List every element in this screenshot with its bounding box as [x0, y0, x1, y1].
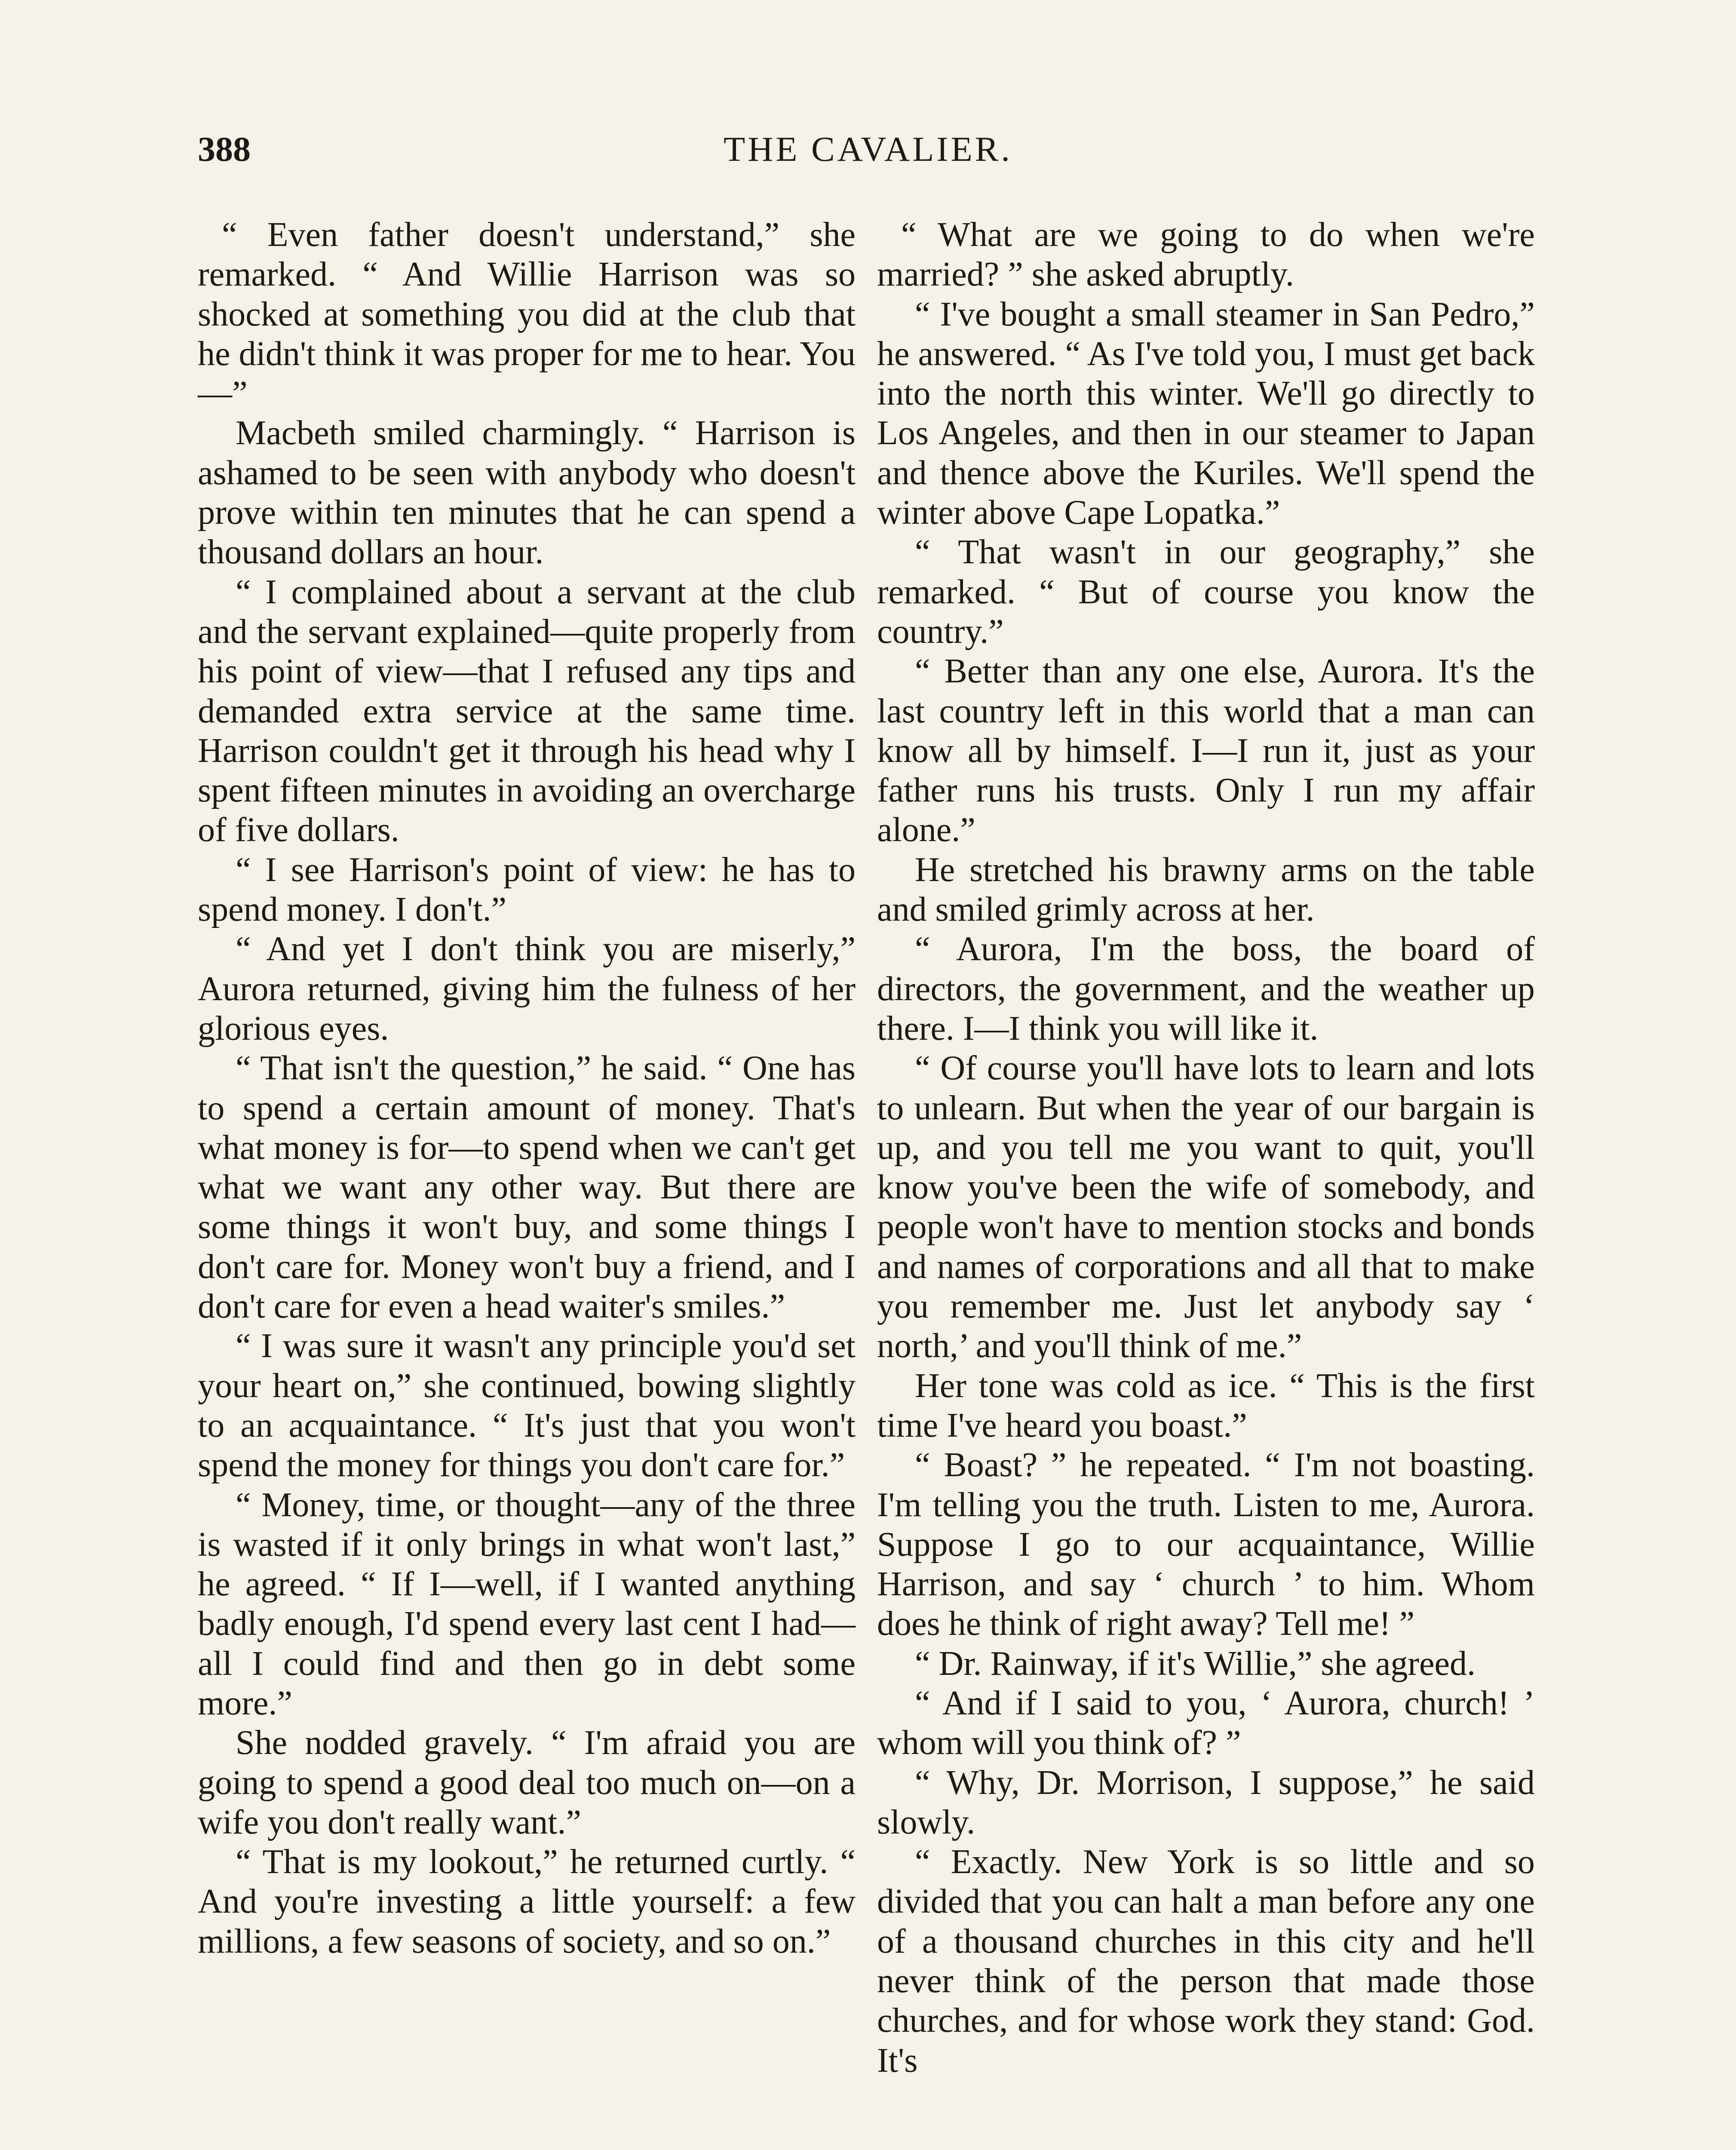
paragraph: “ Exactly. New York is so little and so divided that you can halt a man before any one of a thousand churches in this city and he'll never think of the person that made those churches, and for whose work they stand: God. It's	[877, 1843, 1535, 2079]
paragraph: “ Aurora, I'm the boss, the board of directors, the government, and the weather up there. I—I think you will like it.	[877, 930, 1535, 1047]
paragraph: “ I've bought a small steamer in San Pedro,” he answered. “ As I've told you, I must get back into the north this winter. We'll go directly to Los Angeles, and then in our steamer to Japan and thence above the Kuriles. We'll spend the winter above Cape Lopatka.”	[877, 295, 1535, 532]
running-head: THE CAVALIER.	[724, 129, 1012, 169]
left-column	[198, 215, 856, 1961]
right-column	[877, 215, 1535, 2080]
paragraph: “ I was sure it wasn't any principle you'd set your heart on,” she continued, bowing slightly to an acquaintance. “ It's just that you won't spend the money for things you don't care for.”	[198, 1327, 856, 1484]
paragraph: “ What are we going to do when we're married? ” she asked abruptly.	[877, 216, 1535, 294]
paragraph: “ I complained about a servant at the club and the servant explained—quite properly from his point of view—that I refused any tips and demanded extra service at the same time. Harrison couldn't get it through his head why I spent fifteen minutes in avoiding an overcharge of five dollars.	[198, 573, 856, 849]
paragraph: “ Why, Dr. Morrison, I suppose,” he said slowly.	[877, 1763, 1535, 1841]
paragraph: “ Money, time, or thought—any of the three is wasted if it only brings in what won't last,” he agreed. “ If I—well, if I wanted anything badly enough, I'd spend every last cent I had—all I could find and then go in debt some more.”	[198, 1486, 856, 1722]
paragraph: “ That is my lookout,” he returned curtly. “ And you're investing a little yourself: a few millions, a few seasons of society, and so on.”	[198, 1843, 856, 1960]
paragraph: Her tone was cold as ice. “ This is the first time I've heard you boast.”	[877, 1367, 1535, 1444]
paragraph: “ Dr. Rainway, if it's Willie,” she agreed.	[915, 1644, 1476, 1683]
paragraph: “ Better than any one else, Aurora. It's the last country left in this world that a man can know all by himself. I—I run it, just as your father runs his trusts. Only I run my affair alone.”	[877, 652, 1535, 849]
page-number: 388	[198, 129, 251, 169]
paragraph: “ Even father doesn't understand,” she remarked. “ And Willie Harrison was so shocked at something you did at the club that he didn't think it was proper for me to hear. You—”	[198, 216, 856, 413]
paragraph: Macbeth smiled charmingly. “ Harrison is ashamed to be seen with anybody who doesn't prove within ten minutes that he can spend a thousand dollars an hour.	[198, 414, 856, 571]
paragraph: “ And if I said to you, ‘ Aurora, church! ’ whom will you think of? ”	[877, 1684, 1535, 1762]
paragraph: She nodded gravely. “ I'm afraid you are going to spend a good deal too much on—on a wife you don't really want.”	[198, 1724, 856, 1841]
paragraph: “ And yet I don't think you are miserly,” Aurora returned, giving him the fulness of her glorious eyes.	[198, 930, 856, 1047]
paragraph: “ That isn't the question,” he said. “ One has to spend a certain amount of money. That's what money is for—to spend when we can't get what we want any other way. But there are some things it won't buy, and some things I don't care for. Money won't buy a friend, and I don't care for even a head waiter's smiles.”	[198, 1049, 856, 1326]
paragraph: “ Of course you'll have lots to learn and lots to unlearn. But when the year of our bargain is up, and you tell me you want to quit, you'll know you've been the wife of somebody, and people won't have to mention stocks and bonds and names of corporations and all that to make you remember me. Just let anybody say ‘ north,’ and you'll think of me.”	[877, 1049, 1535, 1365]
paragraph: “ I see Harrison's point of view: he has to spend money. I don't.”	[198, 851, 856, 929]
paragraph: “ That wasn't in our geography,” she remarked. “ But of course you know the country.”	[877, 533, 1535, 651]
paragraph: He stretched his brawny arms on the table and smiled grimly across at her.	[877, 851, 1535, 929]
paragraph: “ Boast? ” he repeated. “ I'm not boasting. I'm telling you the truth. Listen to me, Aurora. Suppose I go to our acquaintance, Willie Harrison, and say ‘ church ’ to him. Whom does he think of right away? Tell me! ”	[877, 1446, 1535, 1643]
